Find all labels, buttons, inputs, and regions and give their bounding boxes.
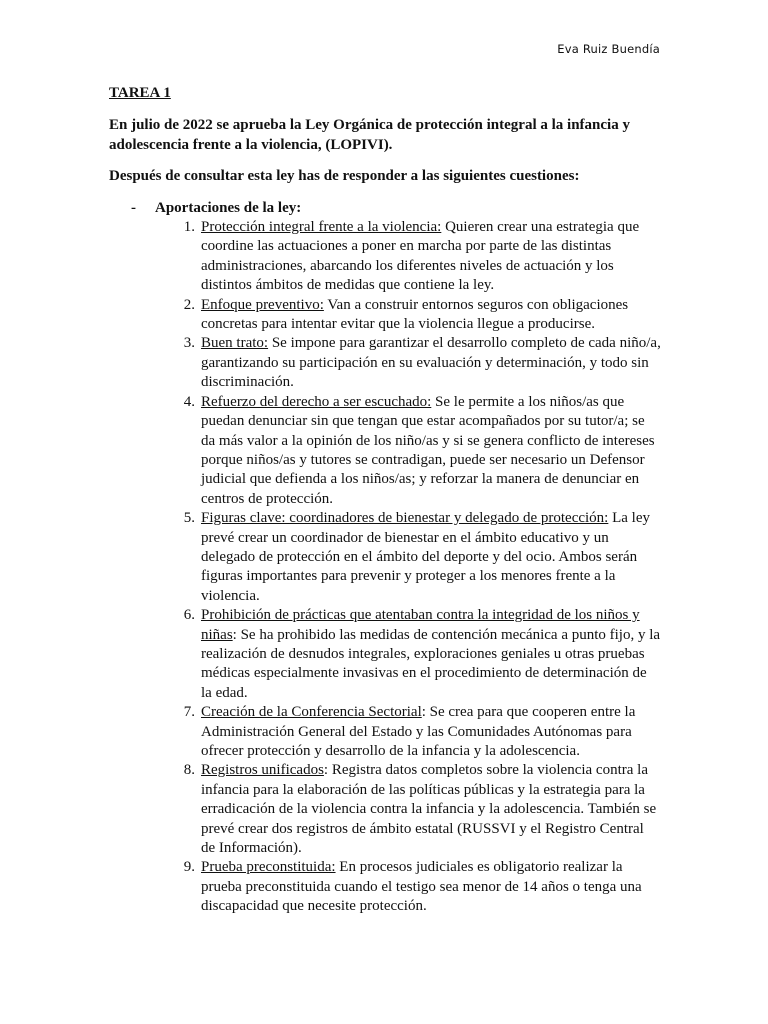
question-paragraph: Después de consultar esta ley has de responder a las siguientes cuestiones: bbox=[109, 168, 580, 185]
item-number: 3. bbox=[183, 335, 195, 352]
list-item bbox=[183, 703, 661, 761]
item-number: 9. bbox=[183, 859, 195, 876]
item-heading: Enfoque preventivo: bbox=[201, 296, 324, 313]
item-text: Se impone para garantizar el desarrollo completo de cada niño/a, garantizando su participación en su evaluación y determinación, y todo sin discriminación. bbox=[201, 335, 661, 391]
item-text: : Se crea para que cooperen entre la Administración General del Estado y las Comunidades Autónomas para ofrecer protección y desarrollo de la infancia y la adolescencia. bbox=[201, 704, 636, 759]
list-item bbox=[183, 761, 661, 858]
list-item bbox=[183, 296, 661, 335]
item-heading: Buen trato: bbox=[201, 335, 269, 352]
list-item bbox=[183, 858, 661, 916]
list-item bbox=[183, 218, 661, 296]
item-text: En procesos judiciales es obligatorio realizar la prueba preconstituida cuando el testigo sea menor de 14 años o tenga una discapacidad que necesite protección. bbox=[201, 859, 642, 915]
item-heading: Creación de la Conferencia Sectorial bbox=[201, 704, 422, 721]
document-body bbox=[109, 84, 661, 917]
item-number: 2. bbox=[183, 296, 195, 313]
item-text: Se le permite a los niños/as que puedan denunciar sin que tengan que estar acompañados por su tutor/a; se da más valor a la opinión de los niño/as y si se genera conflicto de intereses porque niños/as y tutores se contradigan, puede ser necesario un Defensor judicial que defienda a los niños/as; y reforzar la manera de denunciar en centros de protección. bbox=[201, 393, 655, 507]
item-text: Van a construir entornos seguros con obligaciones concretas para intentar evitar que la violencia llegue a producirse. bbox=[201, 296, 629, 333]
bullet-label: Aportaciones de la ley: bbox=[155, 199, 302, 216]
item-number: 6. bbox=[183, 607, 195, 624]
item-heading: Registros unificados bbox=[201, 762, 324, 779]
item-number: 8. bbox=[183, 762, 195, 779]
list-item bbox=[183, 334, 661, 392]
item-text: La ley prevé crear un coordinador de bienestar en el ámbito educativo y un delegado de protección en el ámbito del deporte y del ocio. Ambos serán figuras importantes para prevenir y proteger a los menores frente a la violencia. bbox=[201, 510, 650, 604]
list-item bbox=[183, 393, 661, 509]
bullet-aportaciones bbox=[109, 199, 661, 218]
list-item bbox=[183, 509, 661, 606]
item-text: Quieren crear una estrategia que coordine las actuaciones a poner en marcha por parte de las distintas administraciones, abarcando los diferentes niveles de actuación y los distintos ámbitos de medidas que contiene la ley. bbox=[201, 219, 640, 294]
contributions-list bbox=[109, 218, 661, 917]
header-author-name: Eva Ruiz Buendía bbox=[557, 42, 660, 56]
item-number: 1. bbox=[183, 219, 195, 236]
item-number: 7. bbox=[183, 704, 195, 721]
item-number: 5. bbox=[183, 510, 195, 527]
item-text: : Registra datos completos sobre la violencia contra la infancia para la elaboración de las políticas públicas y la estrategia para la erradicación de la violencia contra la infancia y la adolescencia. También se prevé crear dos registros de ámbito estatal (RUSSVI y el Registro Central de Información). bbox=[201, 762, 657, 857]
item-heading: Figuras clave: coordinadores de bienestar y delegado de protección: bbox=[201, 510, 609, 527]
document-title: TAREA 1 bbox=[109, 85, 171, 101]
item-heading: Prueba preconstituida: bbox=[201, 859, 336, 876]
intro-paragraph: En julio de 2022 se aprueba la Ley Orgánica de protección integral a la infancia y adolescencia frente a la violencia, (LOPIVI). bbox=[109, 117, 630, 153]
item-heading: Protección integral frente a la violencia: bbox=[201, 219, 442, 236]
list-item bbox=[183, 606, 661, 703]
item-heading: Prohibición de prácticas que atentaban contra la integridad de los niños y niñas bbox=[201, 607, 640, 643]
bullet-dash: - bbox=[131, 199, 136, 216]
item-text: : Se ha prohibido las medidas de contención mecánica a punto fijo, y la realización de desnudos integrales, exploraciones geniales u otras pruebas médicas especialmente invasivas en el procedimiento de determinación de la edad. bbox=[201, 626, 661, 701]
item-number: 4. bbox=[183, 393, 195, 410]
item-heading: Refuerzo del derecho a ser escuchado: bbox=[201, 393, 432, 410]
